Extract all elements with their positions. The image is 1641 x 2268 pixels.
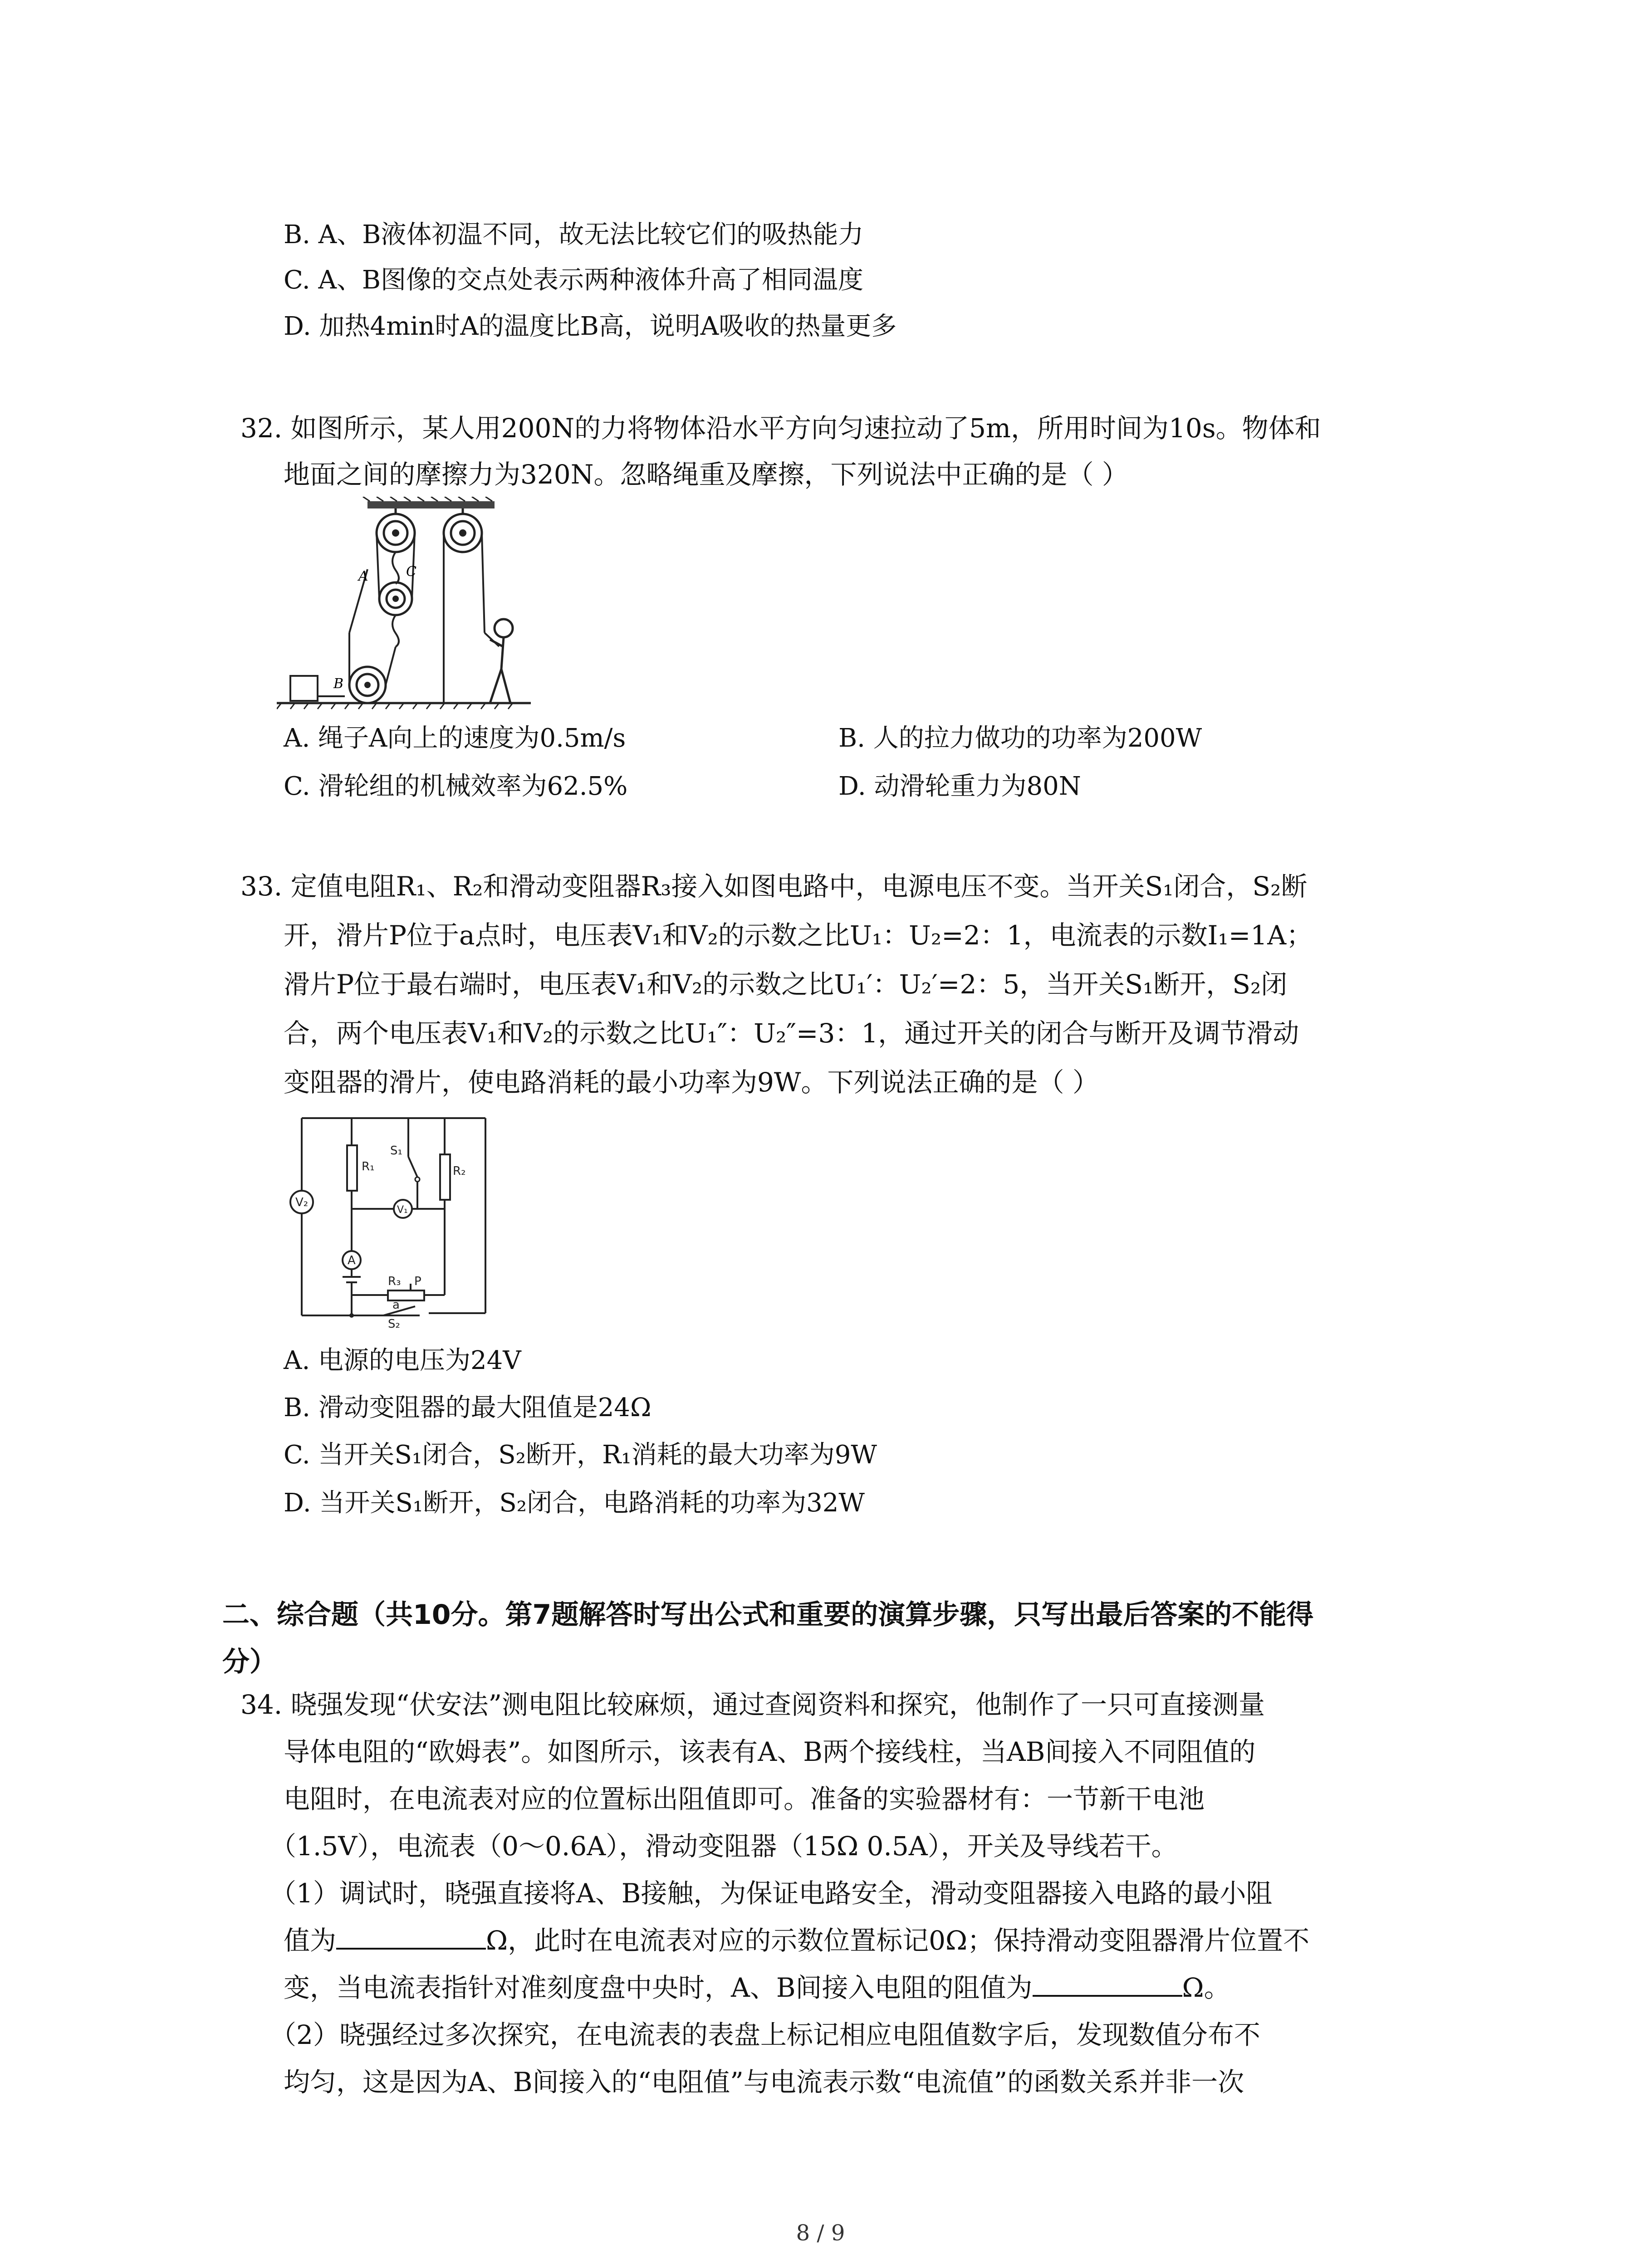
q32-option-b: B. 人的拉力做功的功率为200W	[838, 723, 1202, 753]
q34-part2-line1: （2）晓强经过多次探究，在电流表的表盘上标记相应电阻值数字后，发现数值分布不	[270, 2019, 1260, 2050]
q34-part1-line1: （1）调试时，晓强直接将A、B接触，为保证电路安全，滑动变阻器接入电路的最小阻	[270, 1878, 1273, 1909]
circuit-label-a: a	[392, 1298, 400, 1312]
answer-blank-2[interactable]	[1033, 1970, 1182, 1997]
q34-part1-line2-suffix: Ω，此时在电流表对应的示数位置标记0Ω；保持滑动变阻器滑片位置不	[486, 1925, 1310, 1956]
q33-stem-line1: 33. 定值电阻R₁、R₂和滑动变阻器R₃接入如图电路中，电源电压不变。当开关S₁闭合，S₂断	[240, 871, 1308, 902]
q32-stem-line2: 地面之间的摩擦力为320N。忽略绳重及摩擦，下列说法中正确的是（ ）	[284, 459, 1128, 490]
circuit-label-s2: S₂	[388, 1317, 400, 1329]
circuit-label-r3: R₃	[388, 1275, 401, 1288]
q33-stem-line5: 变阻器的滑片，使电路消耗的最小功率为9W。下列说法正确的是（ ）	[284, 1067, 1099, 1098]
page-number: 8 / 9	[796, 2220, 845, 2246]
pulley-figure	[277, 497, 531, 710]
pulley-label-b: B	[333, 676, 344, 692]
q32-option-c: C. 滑轮组的机械效率为62.5%	[284, 772, 628, 801]
circuit-figure	[279, 1114, 492, 1329]
q33-stem-line4: 合，两个电压表V₁和V₂的示数之比U₁″：U₂″=3：1，通过开关的闭合与断开及调节滑动	[284, 1018, 1299, 1049]
q31-option-b: B. A、B液体初温不同，故无法比较它们的吸热能力	[284, 220, 864, 249]
q31-option-c: C. A、B图像的交点处表示两种液体升高了相同温度	[284, 265, 864, 295]
circuit-label-v1: V₁	[397, 1204, 408, 1216]
q33-option-a: A. 电源的电压为24V	[284, 1346, 521, 1375]
circuit-label-v2: V₂	[295, 1196, 309, 1209]
q34-part1-line2-prefix: 值为	[284, 1925, 337, 1956]
q32-option-a: A. 绳子A向上的速度为0.5m/s	[284, 723, 626, 753]
q34-stem-line4: （1.5V），电流表（0～0.6A），滑动变阻器（15Ω 0.5A），开关及导线若干。	[270, 1831, 1178, 1862]
q34-stem-line1: 34. 晓强发现“伏安法”测电阻比较麻烦，通过查阅资料和探究，他制作了一只可直接测量	[240, 1689, 1265, 1720]
q33-option-c: C. 当开关S₁闭合，S₂断开，R₁消耗的最大功率为9W	[284, 1440, 877, 1470]
section-2-heading-line2: 分）	[222, 1646, 277, 1678]
section-2-heading-line1: 二、综合题（共10分。第7题解答时写出公式和重要的演算步骤，只写出最后答案的不能得	[222, 1599, 1314, 1631]
q33-option-d: D. 当开关S₁断开，S₂闭合，电路消耗的功率为32W	[284, 1488, 865, 1518]
circuit-label-r1: R₁	[362, 1160, 375, 1173]
q33-stem-line3: 滑片P位于最右端时，电压表V₁和V₂的示数之比U₁′：U₂′=2：5，当开关S₁断开，S₂闭	[284, 969, 1288, 1000]
q32-option-d: D. 动滑轮重力为80N	[838, 772, 1081, 801]
pulley-label-c: C	[406, 564, 416, 580]
circuit-label-r2: R₂	[453, 1164, 466, 1178]
q34-part1-line3	[284, 1970, 1230, 2006]
q33-stem-line2: 开，滑片P位于a点时，电压表V₁和V₂的示数之比U₁：U₂=2：1，电流表的示数I₁=1A；	[284, 920, 1313, 951]
q33-option-b: B. 滑动变阻器的最大阻值是24Ω	[284, 1393, 652, 1422]
pulley-label-a: A	[358, 568, 368, 584]
circuit-label-ammeter: A	[348, 1254, 356, 1267]
q34-stem-line3: 电阻时，在电流表对应的位置标出阻值即可。准备的实验器材有：一节新干电池	[284, 1784, 1205, 1814]
q34-part1-line2	[284, 1922, 1309, 1959]
q34-part1-line3-suffix: Ω。	[1182, 1972, 1230, 2003]
circuit-label-p: P	[414, 1275, 421, 1288]
circuit-label-s1: S₁	[390, 1144, 402, 1158]
answer-blank-1[interactable]	[336, 1922, 486, 1950]
q34-part1-line3-prefix: 变，当电流表指针对准刻度盘中央时，A、B间接入电阻的阻值为	[284, 1972, 1033, 2003]
q32-stem-line1: 32. 如图所示，某人用200N的力将物体沿水平方向匀速拉动了5m，所用时间为10s。物体和	[240, 413, 1321, 444]
q34-part2-line2: 均匀，这是因为A、B间接入的“电阻值”与电流表示数“电流值”的函数关系并非一次	[284, 2067, 1244, 2097]
q31-option-d: D. 加热4min时A的温度比B高，说明A吸收的热量更多	[284, 312, 897, 341]
q34-stem-line2: 导体电阻的“欧姆表”。如图所示，该表有A、B两个接线柱，当AB间接入不同阻值的	[284, 1736, 1256, 1767]
